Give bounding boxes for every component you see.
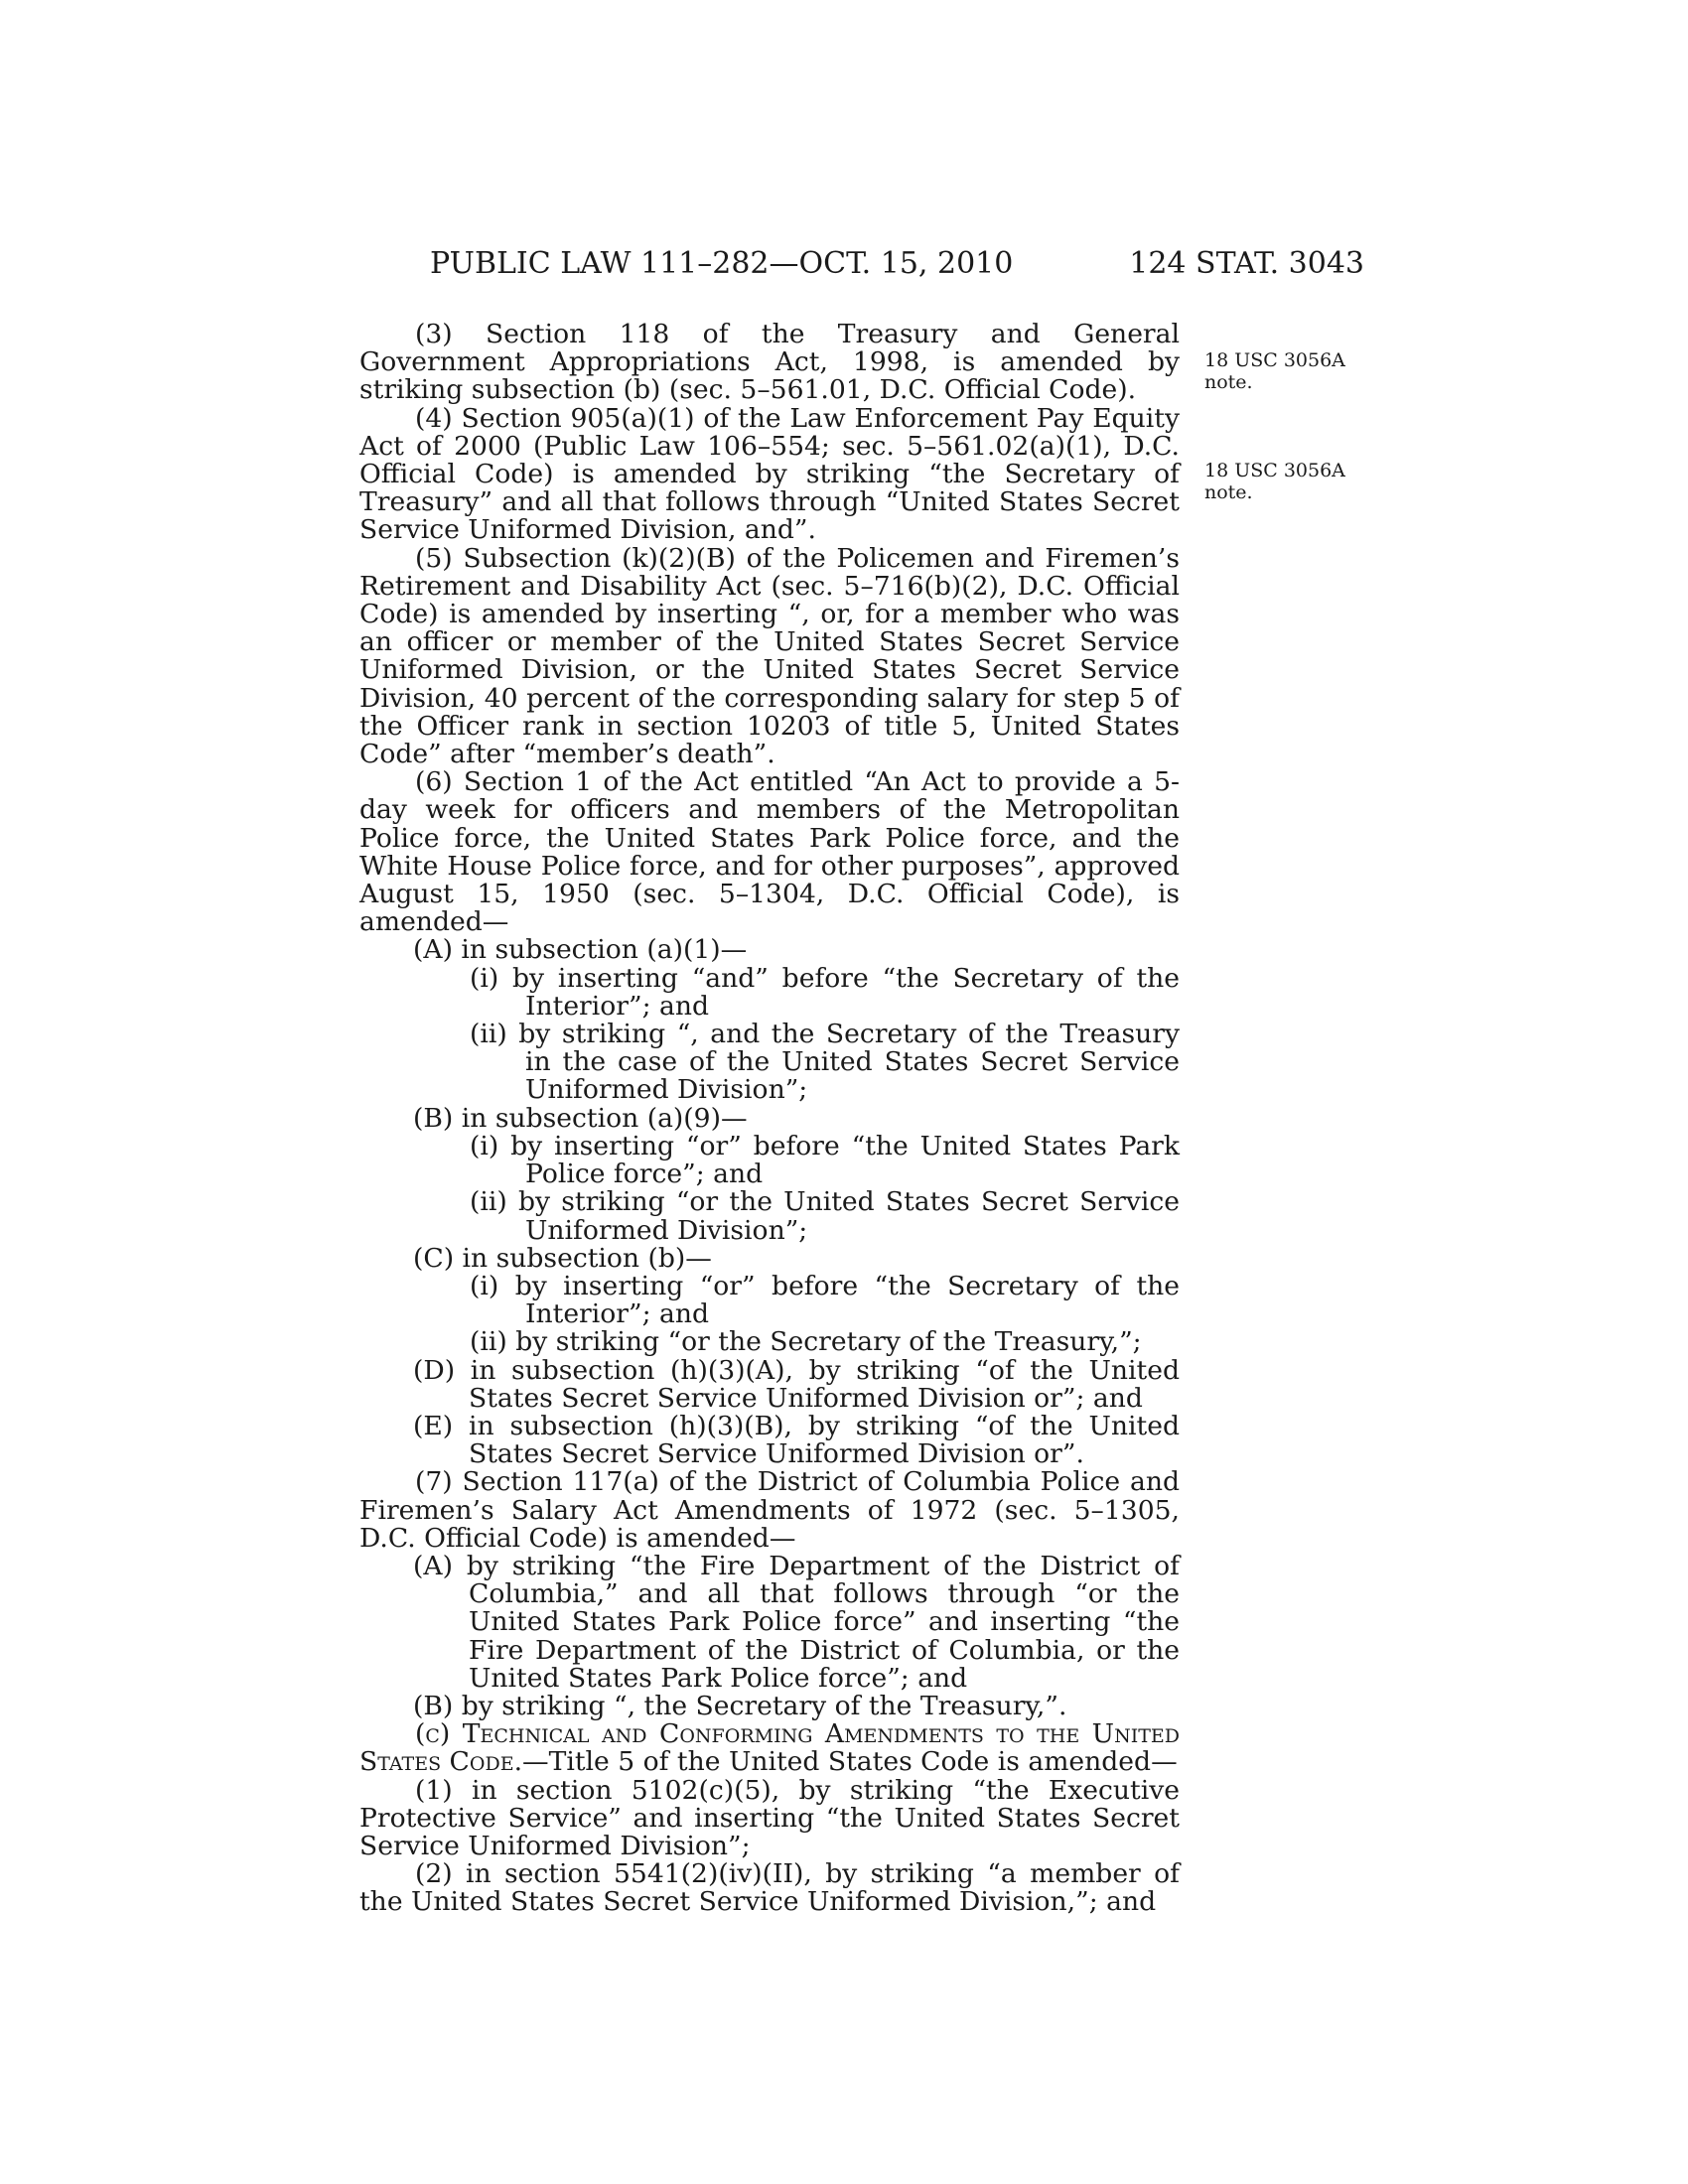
margin-note-citation: 18 USC 3056A xyxy=(1204,349,1345,371)
paragraph-6-C-ii: (ii) by striking “or the Secretary of the Treasury,”; xyxy=(470,1326,1142,1358)
paragraph-6: (6) Section 1 of the Act entitled “An Act to provide a 5-day week for officers and members of the Metropolitan Police force, the United States Park Police force, and the White House Police force, and for other purposes”, approved August 15, 1950 (sec. 5–1304, D.C. Official Code), is amended— xyxy=(359,766,1180,938)
margin-note-label: note. xyxy=(1204,481,1253,503)
paragraph-c-2: (2) in section 5541(2)(iv)(II), by striking “a member of the United States Secret Service Uniformed Division,”; and xyxy=(359,1858,1180,1918)
paragraph-6-A-i: (i) by inserting “and” before “the Secretary of the Interior”; and xyxy=(470,962,1180,1022)
subsection-c-text: —Title 5 of the United States Code is amended— xyxy=(522,1746,1178,1778)
paragraph-c-1: (1) in section 5102(c)(5), by striking “the Executive Protective Service” and inserting “the United States Secret Service Uniformed Division”; xyxy=(359,1774,1180,1861)
paragraph-4: (4) Section 905(a)(1) of the Law Enforcement Pay Equity Act of 2000 (Public Law 106–554; sec. 5–561.02(a)(1), D.C. Official Code) is amended by striking “the Secretary of Treasury” and all that follows through “United States Secret Service Uniformed Division, and”. xyxy=(359,402,1180,546)
running-head-title: PUBLIC LAW 111–282—OCT. 15, 2010 xyxy=(430,246,1014,281)
margin-note-citation: 18 USC 3056A xyxy=(1204,460,1345,481)
margin-note-label: note. xyxy=(1204,371,1253,393)
paragraph-6-B-i: (i) by inserting “or” before “the United States Park Police force”; and xyxy=(470,1130,1180,1190)
paragraph-6-B-ii: (ii) by striking “or the United States Secret Service Uniformed Division”; xyxy=(470,1186,1180,1246)
paragraph-6-C: (C) in subsection (b)— xyxy=(413,1242,712,1274)
running-head-stat-page: 124 STAT. 3043 xyxy=(1129,246,1364,281)
subsection-c xyxy=(359,1720,1180,1776)
paragraph-6-B: (B) in subsection (a)(9)— xyxy=(413,1102,748,1134)
margin-note xyxy=(1204,460,1363,503)
paragraph-7: (7) Section 117(a) of the District of Columbia Police and Firemen’s Salary Act Amendments of 1972 (sec. 5–1305, D.C. Official Code) is amended— xyxy=(359,1466,1180,1554)
paragraph-3: (3) Section 118 of the Treasury and General Government Appropriations Act, 1998, is amended by striking subsection (b) (sec. 5–561.01, D.C. Official Code). xyxy=(359,319,1180,406)
paragraph-5: (5) Subsection (k)(2)(B) of the Policemen and Firemen’s Retirement and Disability Act (sec. 5–716(b)(2), D.C. Official Code) is amended by inserting “, or, for a member who was an officer or member of the United States Secret Service Uniformed Division, or the United States Secret Service Division, 40 percent of the corresponding salary for step 5 of the Officer rank in section 10203 of title 5, United States Code” after “member’s death”. xyxy=(359,542,1180,770)
paragraph-6-C-i: (i) by inserting “or” before “the Secretary of the Interior”; and xyxy=(470,1270,1180,1330)
paragraph-6-D: (D) in subsection (h)(3)(A), by striking “of the United States Secret Service Uniformed Division or”; and xyxy=(413,1354,1180,1414)
paragraph-7-B: (B) by striking “, the Secretary of the Treasury,”. xyxy=(413,1690,1067,1721)
paragraph-6-A-ii: (ii) by striking “, and the Secretary of the Treasury in the case of the United States Secret Service Uniformed Division”; xyxy=(470,1019,1180,1106)
paragraph-6-E: (E) in subsection (h)(3)(B), by striking “of the United States Secret Service Uniformed Division or”. xyxy=(413,1410,1180,1470)
subsection-c-heading: (c) Technical and Conforming Amendments to the United States Code. xyxy=(359,1718,1180,1778)
paragraph-7-A: (A) by striking “the Fire Department of the District of Columbia,” and all that follows through “or the United States Park Police force” and inserting “the Fire Department of the District of Columbia, or the United States Park Police force”; and xyxy=(413,1550,1180,1694)
paragraph-6-A: (A) in subsection (a)(1)— xyxy=(413,934,748,966)
page-body xyxy=(359,321,1180,1917)
margin-note xyxy=(1204,349,1363,393)
